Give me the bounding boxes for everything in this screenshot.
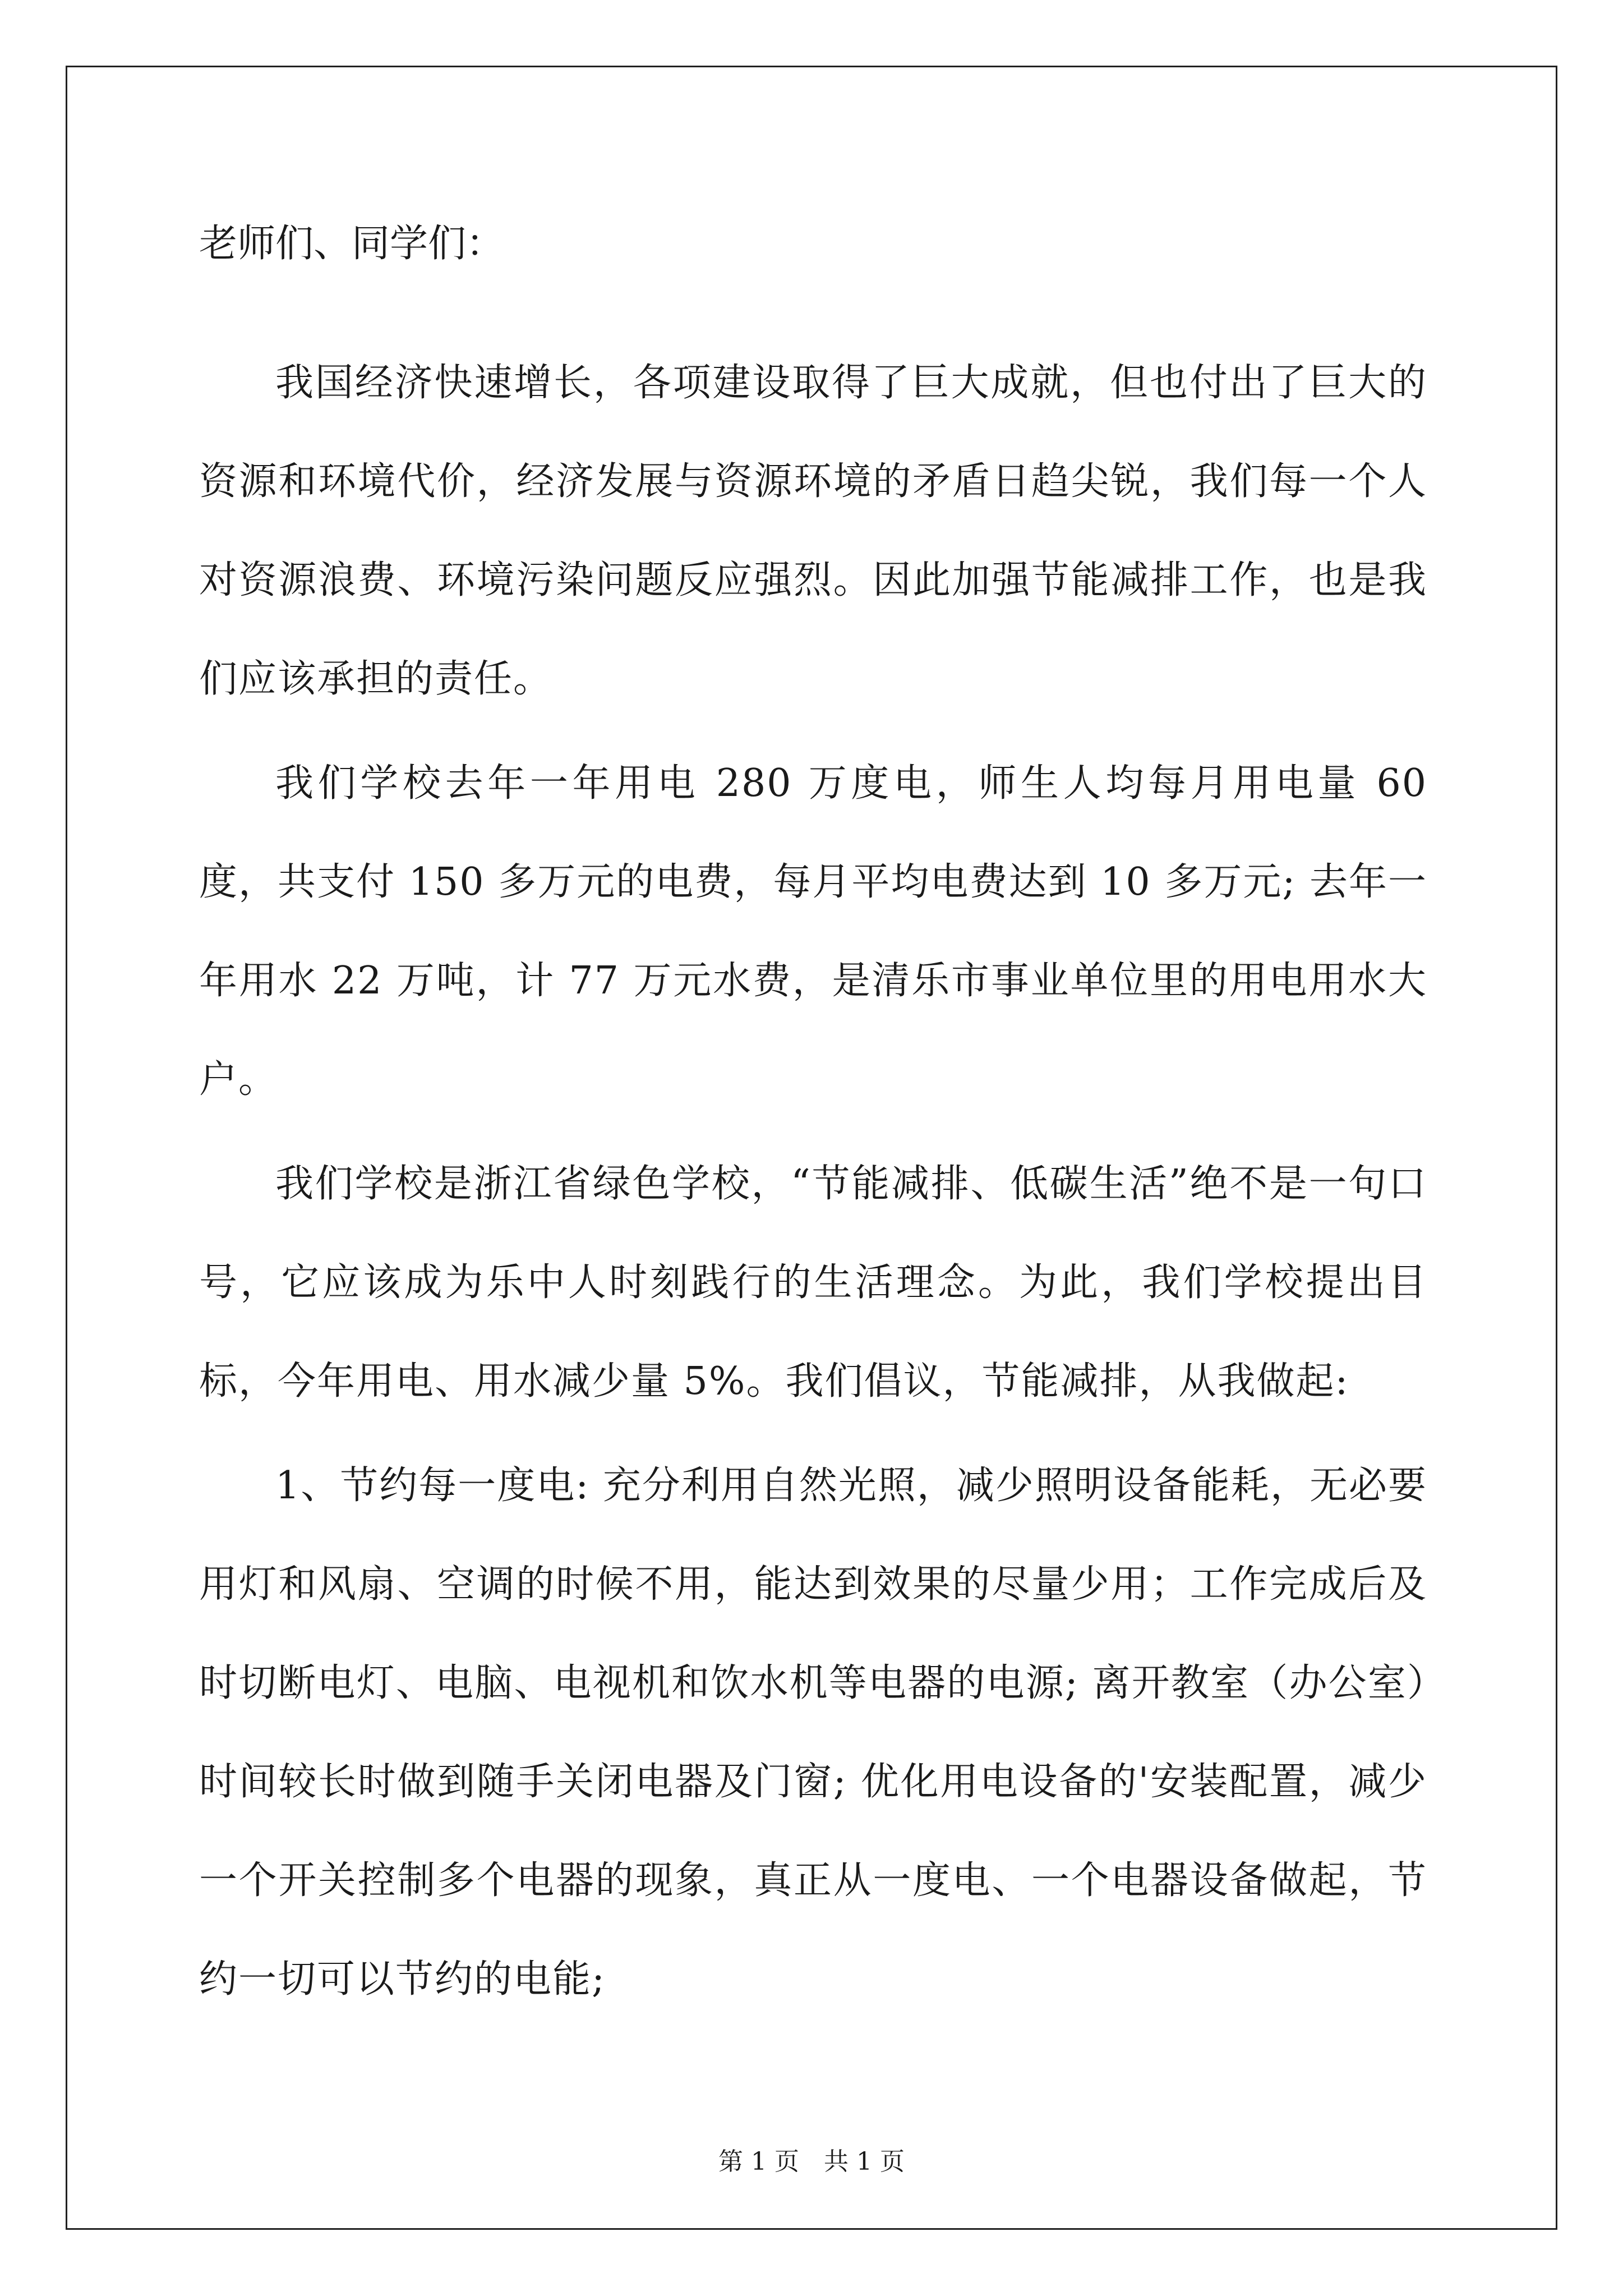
page-footer <box>0 2145 1623 2179</box>
paragraph-usage-stats: 我们学校去年一年用电 280 万度电，师生人均每月用电量 60 度，共支付 150 多万元的电费，每月平均电费达到 10 多万元; 去年一年用水 22 万吨，计 77 万元水费，是清乐市事业单位里的用电用水大户。 <box>199 761 1427 1102</box>
document-body <box>199 216 1427 2029</box>
page-number: 第 1 页 <box>718 2147 799 2176</box>
greeting: 老师们、同学们： <box>199 222 505 266</box>
paragraph-green-school: 我们学校是浙江省绿色学校，“节能减排、低碳生活”绝不是一句口号，它应该成为乐中人时刻践行的生活理念。为此，我们学校提出目标，今年用电、用水减少量 5%。我们倡议，节能减排，从我做起: <box>199 1162 1427 1404</box>
paragraph-economy: 我国经济快速增长，各项建设取得了巨大成就，但也付出了巨大的资源和环境代价，经济发展与资源环境的矛盾日趋尖锐，我们每一个人对资源浪费、环境污染问题反应强烈。因此加强节能减排工作，也是我们应该承担的责任。 <box>199 361 1427 701</box>
page-total: 共 1 页 <box>824 2147 905 2176</box>
paragraph-save-electricity: 1、节约每一度电: 充分利用自然光照，减少照明设备能耗，无必要用灯和风扇、空调的时候不用，能达到效果的尽量少用；工作完成后及时切断电灯、电脑、电视机和饮水机等电器的电源; 离开教室（办公室）时间较长时做到随手关闭电器及门窗; 优化用电设备的'安装配置，减少一个开关控制多个电器的现象，真正从一度电、一个电器设备做起，节约一切可以节约的电能; <box>199 1464 1427 2001</box>
